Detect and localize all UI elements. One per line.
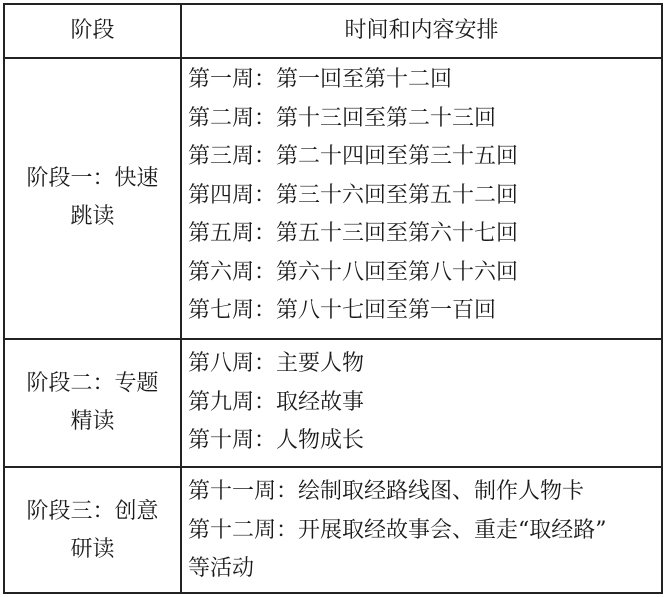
stage-label: 阶段二：专题: [26, 371, 159, 396]
schedule-item: 第一周：第一回至第十二回: [188, 67, 453, 92]
schedule-item: 第二周：第十三回至第二十三回: [188, 105, 497, 131]
stage-cell-2: [5, 365, 180, 441]
stage-label: 跳读: [70, 204, 115, 229]
schedule-item: 第六周：第六十八回至第八十六回: [188, 259, 519, 285]
stage-cell-1: [5, 160, 180, 236]
schedule-item: 第三周：第二十四回至第三十五回: [188, 144, 519, 169]
schedule-item: 第五周：第五十三回至第六十七回: [188, 221, 519, 246]
schedule-table: [3, 3, 663, 594]
schedule-item: 第九周：取经故事: [188, 389, 365, 415]
stage-label: 精读: [70, 409, 115, 434]
stage-label: 研读: [70, 537, 115, 562]
schedule-item: 第八周：主要人物: [188, 351, 365, 376]
stage-label: 阶段三：创意: [26, 499, 159, 524]
stage-cell-3: [5, 493, 180, 569]
row-divider-2: [5, 466, 661, 468]
header-stage: 阶段: [70, 18, 115, 43]
row-divider-1: [5, 338, 661, 340]
content-cell-2: [188, 345, 657, 461]
header-schedule: 时间和内容安排: [344, 18, 499, 43]
content-cell-1: [188, 61, 657, 331]
header-divider: [5, 57, 661, 59]
schedule-item: 等活动: [188, 556, 255, 581]
schedule-item: 第十一周：绘制取经路线图、制作人物卡: [188, 479, 585, 504]
stage-label: 阶段一：快速: [26, 166, 159, 191]
schedule-item: 第四周：第三十六回至第五十二回: [188, 182, 519, 208]
schedule-item: 第十周：人物成长: [188, 428, 365, 453]
schedule-item: 第七周：第八十七回至第一百回: [188, 298, 497, 323]
content-cell-3: [188, 473, 657, 589]
schedule-item: 第十二周：开展取经故事会、重走“取经路”: [188, 517, 607, 543]
column-divider: [180, 5, 182, 592]
